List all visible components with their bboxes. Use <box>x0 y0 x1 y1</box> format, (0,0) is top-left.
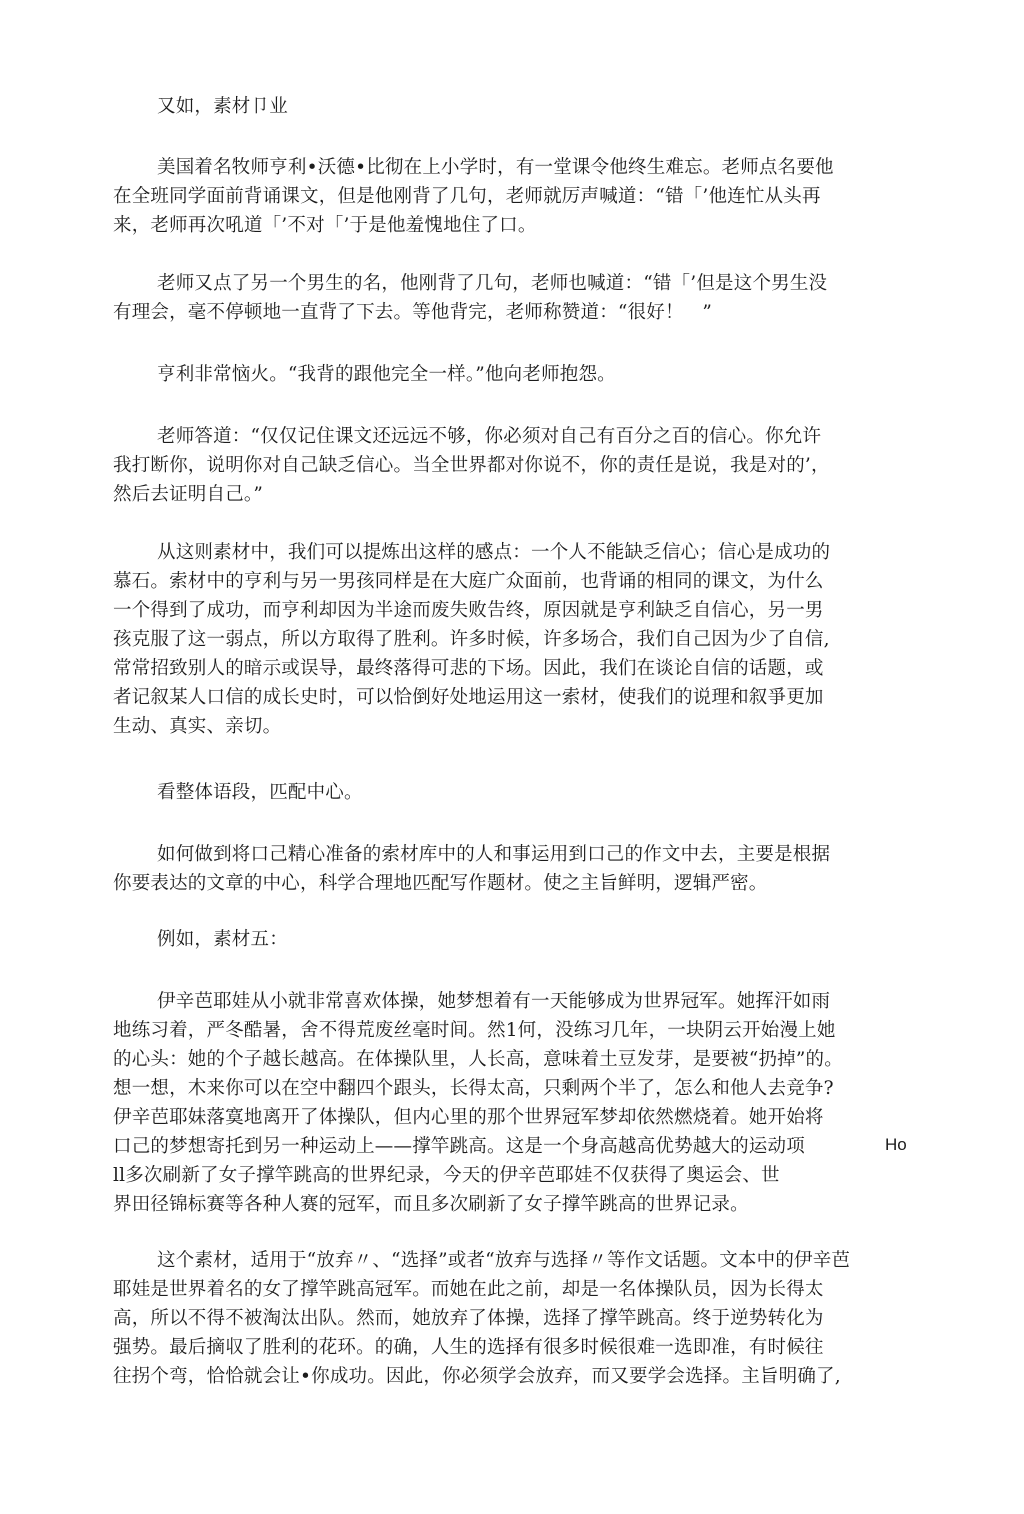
paragraph-first-line: 从这则素材中，我们可以提炼出这样的感点：一个人不能缺乏信心；信心是成功的 <box>157 542 831 563</box>
paragraph-line: 你要表达的文章的中心，科学合理地匹配写作题材。使之主旨鲜明，逻辑严密。 <box>113 873 768 894</box>
paragraph-line: 孩克服了这一弱点，所以方取得了胜利。许多时候，许多场合，我们自己因为少了自信, <box>113 629 830 650</box>
paragraph-line: 来，老师再次吼道「’不对「’于是他羞愧地住了口。 <box>113 215 537 236</box>
paragraph-line: 的心头：她的个子越长越高。在体操队里，人长高，意味着土豆发芽，是要被“扔掉”的。 <box>113 1049 843 1070</box>
paragraph-first-line: 美国着名牧师亨利•沃德•比彻在上小学时，有一堂课令他终生难忘。老师点名要他 <box>157 157 834 178</box>
paragraph-line: 常常招致别人的暗示或误导，最终落得可悲的下场。因此，我们在谈论自信的话题，或 <box>113 658 824 679</box>
paragraph-line: 口己的梦想寄托到另一种运动上——撑竿跳高。这是一个身高越高优势越大的运动项 <box>113 1136 805 1157</box>
paragraph-line: 生动、真实、亲切。 <box>113 716 282 737</box>
paragraph-first-line: 例如，素材五： <box>157 929 288 950</box>
paragraph-line: 界田径锦标赛等各种人赛的冠军，而且多次刷新了女子撑竿跳高的世界记录。 <box>113 1194 749 1215</box>
paragraph-first-line: 看整体语段，匹配中心。 <box>157 782 363 803</box>
paragraph-line: 强势。最后摘収了胜利的花环。的确，人生的选择有很多时候很难一选即准，有时候往 <box>113 1337 824 1358</box>
paragraph-first-line: 亨利非常恼火。“我背的跟他完全一样。”他向老师抱怨。 <box>157 364 616 385</box>
paragraph-first-line: 伊辛芭耶娃从小就非常喜欢体操，她梦想着有一天能够成为世界冠军。她挥汗如雨 <box>157 991 831 1012</box>
paragraph-first-line: 如何做到将口己精心准备的索材库中的人和事运用到口己的作文中去，主要是根据 <box>157 844 831 865</box>
paragraph-line: 有理会，毫不停顿地一直背了下去。等他背完，老师称赞道：“很好！ ” <box>113 302 713 323</box>
paragraph-line: 我打断你，说明你对自己缺乏信心。当全世界都对你说不，你的责任是说，我是对的’， <box>113 455 830 476</box>
paragraph-first-line: 这个素材，适用于“放弃〃、“选择”或者“放弃与选择〃等作文话题。文本中的伊辛芭 <box>157 1250 851 1271</box>
paragraph-line: 往拐个弯，恰恰就会让•你成功。因此，你必须学会放弃，而又要学会选择。主旨明确了, <box>113 1366 841 1387</box>
paragraph-first-line: 老师答道：“仅仅记住课文还远远不够，你必须对自己有百分之百的信心。你允许 <box>157 426 822 447</box>
paragraph-line: 在全班同学面前背诵课文，但是他刚背了几句，老师就厉声喊道：“错「’他连忙从头再 <box>113 186 821 207</box>
paragraph-line: 耶娃是世界着名的女了撑竿跳高冠军。而她在此之前，却是一名体操队员，因为长得太 <box>113 1279 824 1300</box>
paragraph-line: 高，所以不得不被淘汰出队。然而，她放弃了体操，选择了撑竿跳高。终于逆势转化为 <box>113 1308 824 1329</box>
margin-note: Ho <box>885 1135 907 1154</box>
paragraph-line: 一个得到了成功，而亨利却因为半途而废失败告终，原因就是亨利缺乏自信心，另一男 <box>113 600 824 621</box>
paragraph-line: ll多次刷新了女子撑竿跳高的世界纪录，今天的伊辛芭耶娃不仅获得了奥运会、世 <box>113 1165 780 1186</box>
paragraph-line: 地练习着，严冬酷暑，舍不得荒废丝毫时间。然1何，没练习几年，一块阴云开始漫上她 <box>113 1020 836 1041</box>
paragraph-line: 伊辛芭耶妹落寞地离开了体操队，但内心里的那个世界冠军梦却依然燃烧着。她开始将 <box>113 1107 824 1128</box>
paragraph-first-line: 又如，素材卩业 <box>157 96 288 117</box>
paragraph-line: 想一想，木来你可以在空中翻四个跟头，长得太高，只剩两个半了，怎么和他人去竞争? <box>113 1078 834 1099</box>
paragraph-line: 者记叙某人口信的成长史时，可以恰倒好处地运用这一索材，使我们的说理和叙爭更加 <box>113 687 824 708</box>
paragraph-line: 慕石。索材中的亨利与另一男孩同样是在大庭广众面前，也背诵的相同的课文，为什么 <box>113 571 824 592</box>
paragraph-line: 然后去证明自己。” <box>113 484 264 505</box>
paragraph-first-line: 老师又点了另一个男生的名，他刚背了几句，老师也喊道：“错「’但是这个男生没 <box>157 273 828 294</box>
